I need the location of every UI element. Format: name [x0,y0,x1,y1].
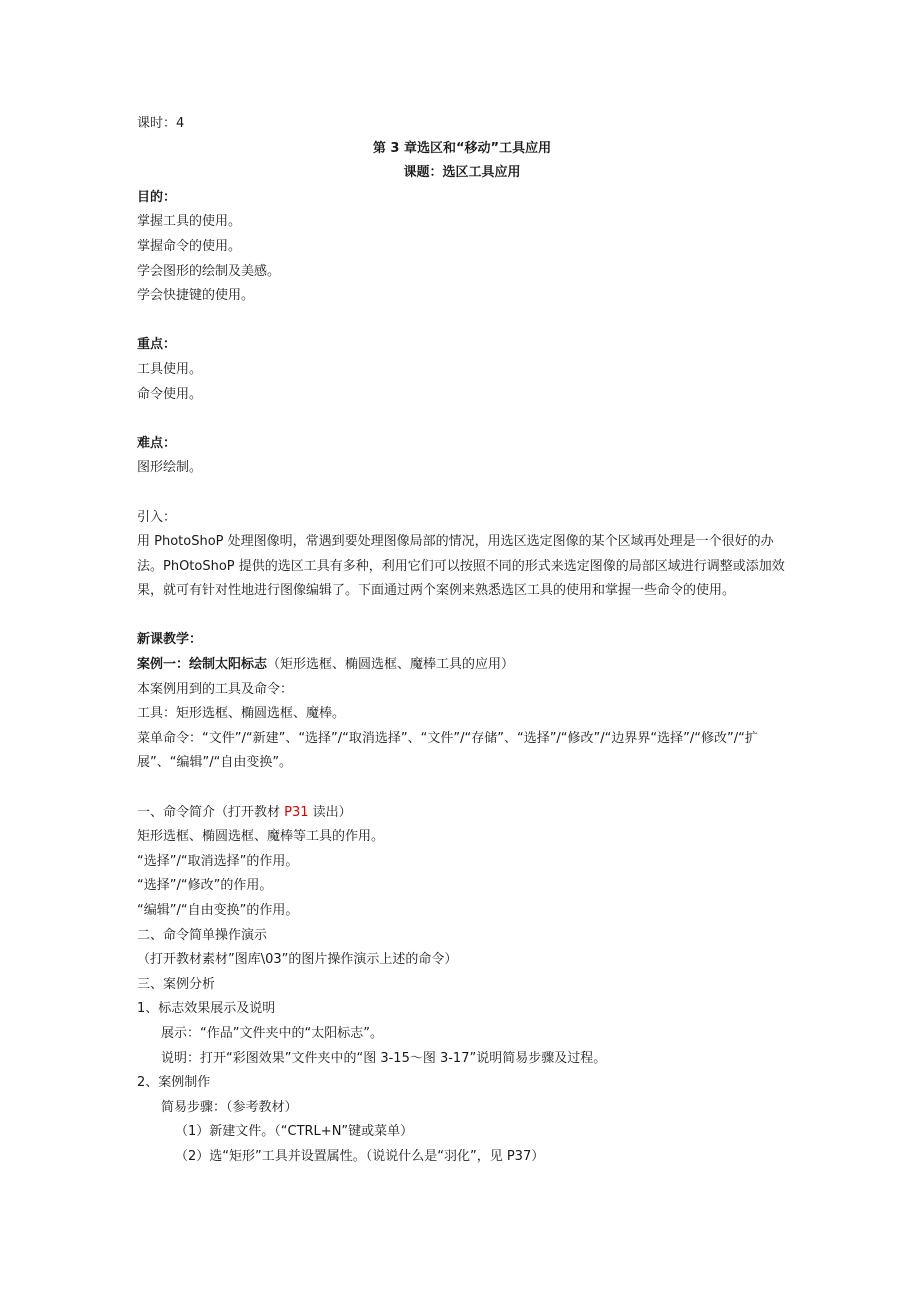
menu-commands: 菜单命令：“文件”/“新建”、“选择”/“取消选择”、“文件”/“存储”、“选择”/“修改”/“边界界“选择”/“修改”/“扩展”、“编辑”/“自由变换”。 [137,730,758,771]
subsection-one-title: 1、标志效果展示及说明 [137,1001,276,1017]
step-item: （2）选“矩形”工具并设置属性。（说说什么是“羽化”，见 P37） [175,1148,545,1164]
case-one-name: 案例一：绘制太阳标志 [137,657,268,673]
class-hours: 课时：4 [137,116,185,131]
intro-paragraph: 用 PhotoShoP 处理图像明，常遇到要处理图像局部的情况，用选区选定图像的某个区域再处理是一个很好的办法。PhOtoShoP 提供的选区工具有多种，利用它们可以按照不同的形式来选定图像的局部区域进行调整或添加效果，就可有针对性地进行图像编辑了。下面通过两个案例来熟悉选区工具的使用和掌握一些命令的使用。 [137,534,785,599]
spacer [137,776,787,801]
section-one-title-a: 一、命令简介（打开教材 [137,804,285,820]
steps-title: 简易步骤：（参考教材） [161,1099,298,1115]
spacer [137,604,787,629]
intro-heading: 引入： [137,509,177,525]
subsection-one-show: 展示：“作品”文件夹中的“太阳标志”。 [161,1025,383,1041]
key-point-item: 工具使用。 [137,361,203,377]
case-one-tools: （矩形选框、椭圆选框、魔棒工具的应用） [267,657,515,673]
subsection-two-title: 2、案例制作 [137,1075,211,1091]
objective-item: 掌握工具的使用。 [137,214,242,230]
objectives-heading: 目的： [137,189,177,205]
subsection-one-explain: 说明：打开“彩图效果”文件夹中的“图 3-15～图 3-17”说明简易步骤及过程。 [161,1050,607,1066]
section-one-item: 矩形选框、椭圆选框、魔棒等工具的作用。 [137,829,385,845]
section-one-title [137,801,787,826]
section-two-detail: （打开教材素材”图库\03”的图片操作演示上述的命令） [137,952,458,968]
difficulties-heading: 难点： [137,435,177,451]
document-page [137,112,787,1170]
section-one-item: “选择”/“修改”的作用。 [137,878,273,894]
difficulty-item: 图形绘制。 [137,460,203,476]
key-points-heading: 重点： [137,337,177,353]
chapter-title: 第 3 章选区和“移动”工具应用 [372,140,552,156]
case-one-title [137,653,787,678]
tools-list: 工具：矩形选框、椭圆选框、魔棒。 [137,706,346,722]
objective-item: 掌握命令的使用。 [137,238,242,254]
key-point-item: 命令使用。 [137,386,203,402]
tools-intro: 本案例用到的工具及命令： [137,681,294,697]
section-one-title-b: 读出） [308,804,352,820]
spacer [137,481,787,506]
topic-title: 课题：选区工具应用 [403,165,521,181]
new-lesson-heading: 新课教学： [137,632,203,648]
section-one-item: “选择”/“取消选择”的作用。 [137,853,299,869]
step-item: （1）新建文件。（“CTRL+N”键或菜单） [175,1124,414,1140]
section-three-title: 三、案例分析 [137,976,216,992]
spacer [137,407,787,432]
objective-item: 学会快捷键的使用。 [137,288,255,304]
page-reference: P31 [284,804,309,820]
objective-item: 学会图形的绘制及美感。 [137,263,281,279]
section-one-item: “编辑”/“自由变换”的作用。 [137,903,299,918]
section-two-title: 二、命令简单操作演示 [137,927,268,943]
spacer [137,309,787,334]
